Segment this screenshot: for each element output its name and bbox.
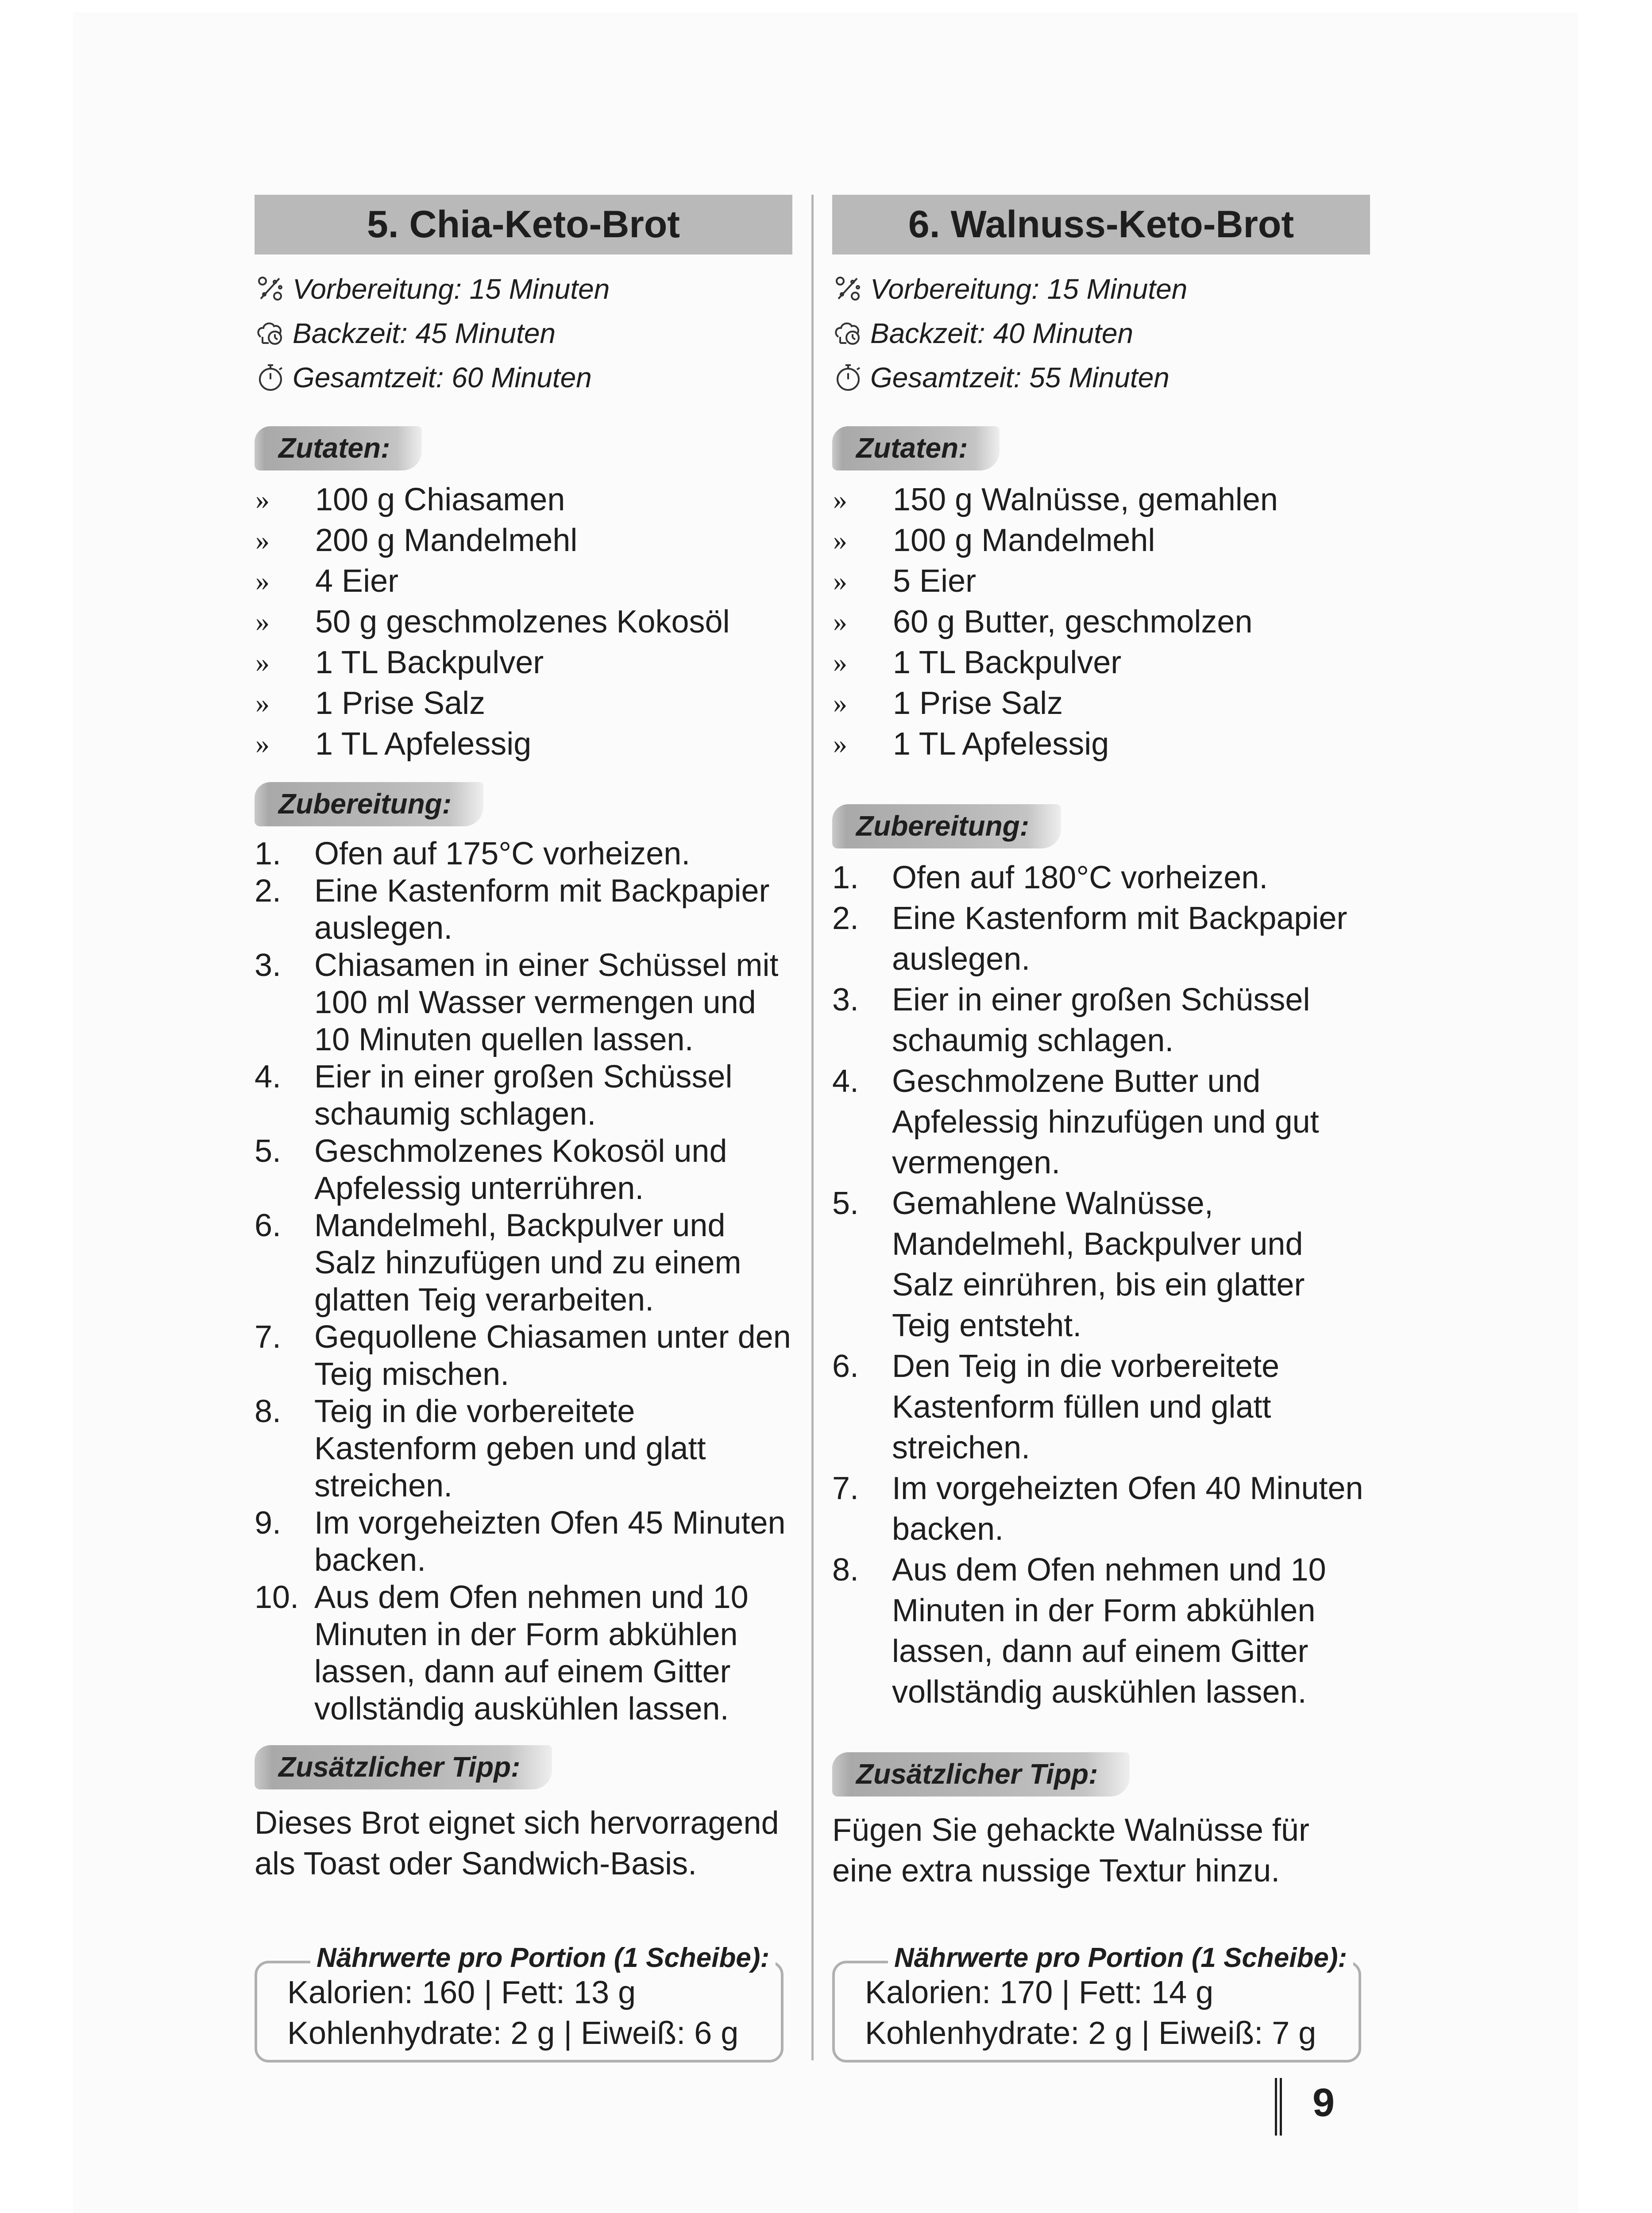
prep-time-row: [255, 267, 792, 311]
list-item: » 200 g Mandelmehl: [255, 523, 578, 558]
total-time-row: [255, 355, 792, 400]
prep-time: Vorbereitung: 15 Minuten: [293, 273, 610, 305]
list-item: » 1 TL Apfelessig: [833, 726, 1109, 762]
step-item: 8. Teig in die vorbereitete Kastenform geben und glatt streichen.: [255, 1394, 706, 1504]
nutrition-heading: Nährwerte pro Portion (1 Scheibe):: [888, 1942, 1353, 1974]
list-item: » 50 g geschmolzenes Kokosöl: [255, 604, 730, 640]
stopwatch-icon: [255, 362, 286, 393]
recipe-title: 5. Chia-Keto-Brot: [255, 195, 792, 254]
nutrition-line-1: Kalorien: 170 | Fett: 14 g: [865, 1975, 1214, 2010]
nutrition-box: [832, 1943, 1361, 2063]
bake-time-row: [832, 311, 1370, 355]
step-item: 5. Geschmolzenes Kokosöl und Apfelessig unterrühren.: [255, 1133, 727, 1206]
recipe-column-left: [255, 195, 792, 1884]
total-time: Gesamtzeit: 55 Minuten: [870, 362, 1170, 393]
bake-time-row: [255, 311, 792, 355]
nutrition-line-2: Kohlenhydrate: 2 g | Eiweiß: 7 g: [865, 2016, 1316, 2051]
list-item: » 100 g Chiasamen: [255, 482, 565, 517]
step-item: 6. Mandelmehl, Backpulver und Salz hinzufügen und zu einem glatten Teig verarbeiten.: [255, 1208, 741, 1318]
percent-scatter-icon: [832, 273, 864, 305]
step-item: 1. Ofen auf 180°C vorheizen.: [832, 860, 1268, 895]
step-item: 3. Chiasamen in einer Schüssel mit 100 ml Wasser vermengen und 10 Minuten quellen lassen.: [255, 948, 779, 1057]
chef-hat-clock-icon: [832, 317, 864, 349]
nutrition-box: [255, 1943, 784, 2063]
step-item: 2. Eine Kastenform mit Backpapier auslegen.: [832, 901, 1347, 977]
tip-text: Fügen Sie gehackte Walnüsse für eine extra nussige Textur hinzu.: [832, 1812, 1309, 1889]
bake-time: Backzeit: 40 Minuten: [870, 317, 1134, 349]
preparation-heading: Zubereitung:: [255, 782, 483, 826]
nutrition-line-2: Kohlenhydrate: 2 g | Eiweiß: 6 g: [287, 2016, 739, 2051]
list-item: » 1 TL Backpulver: [255, 645, 544, 680]
nutrition-line-1: Kalorien: 160 | Fett: 13 g: [287, 1975, 636, 2010]
percent-scatter-icon: [255, 273, 286, 305]
page-number-rule: [1275, 2078, 1282, 2136]
recipe-column-right: [832, 195, 1370, 1891]
prep-time-row: [832, 267, 1370, 311]
list-item: » 1 TL Backpulver: [833, 645, 1122, 680]
tip-heading: Zusätzlicher Tipp:: [832, 1752, 1130, 1797]
list-item: » 4 Eier: [255, 563, 399, 599]
preparation-steps: [255, 835, 792, 1727]
step-item: 7. Im vorgeheizten Ofen 40 Minuten backen.: [832, 1471, 1363, 1547]
stopwatch-icon: [832, 362, 864, 393]
preparation-steps: [832, 857, 1370, 1712]
bake-time: Backzeit: 45 Minuten: [293, 317, 556, 349]
step-item: 10. Aus dem Ofen nehmen und 10 Minuten in der Form abkühlen lassen, dann auf einem Gitter vollständig auskühlen lassen.: [255, 1580, 749, 1727]
tip-heading: Zusätzlicher Tipp:: [255, 1745, 552, 1789]
ingredients-list: [255, 479, 792, 764]
list-item: » 5 Eier: [833, 563, 977, 599]
list-item: » 1 TL Apfelessig: [255, 726, 532, 762]
ingredients-heading: Zutaten:: [255, 426, 422, 470]
list-item: » 1 Prise Salz: [833, 686, 1063, 721]
ingredients-heading: Zutaten:: [832, 426, 1000, 470]
step-item: 8. Aus dem Ofen nehmen und 10 Minuten in der Form abkühlen lassen, dann auf einem Gitter vollständig auskühlen lassen.: [832, 1552, 1326, 1710]
step-item: 1. Ofen auf 175°C vorheizen.: [255, 836, 691, 871]
chef-hat-clock-icon: [255, 317, 286, 349]
ingredients-list: [832, 479, 1370, 764]
step-item: 7. Gequollene Chiasamen unter den Teig mischen.: [255, 1319, 791, 1392]
total-time: Gesamtzeit: 60 Minuten: [293, 362, 592, 393]
prep-time: Vorbereitung: 15 Minuten: [870, 273, 1188, 305]
step-item: 4. Geschmolzene Butter und Apfelessig hinzufügen und gut vermengen.: [832, 1064, 1319, 1180]
page-number: 9: [1312, 2081, 1335, 2125]
step-item: 4. Eier in einer großen Schüssel schaumig schlagen.: [255, 1059, 733, 1132]
step-item: 9. Im vorgeheizten Ofen 45 Minuten backen.: [255, 1505, 786, 1578]
step-item: 5. Gemahlene Walnüsse, Mandelmehl, Backpulver und Salz einrühren, bis ein glatter Teig entsteht.: [832, 1186, 1305, 1343]
preparation-heading: Zubereitung:: [832, 804, 1061, 848]
total-time-row: [832, 355, 1370, 400]
step-item: 6. Den Teig in die vorbereitete Kastenform füllen und glatt streichen.: [832, 1349, 1280, 1465]
tip-text: Dieses Brot eignet sich hervorragend als Toast oder Sandwich-Basis.: [255, 1805, 779, 1881]
nutrition-heading: Nährwerte pro Portion (1 Scheibe):: [310, 1942, 776, 1974]
step-item: 2. Eine Kastenform mit Backpapier auslegen.: [255, 873, 770, 946]
list-item: » 100 g Mandelmehl: [833, 523, 1155, 558]
list-item: » 150 g Walnüsse, gemahlen: [833, 482, 1278, 517]
column-divider: [811, 195, 814, 2060]
list-item: » 60 g Butter, geschmolzen: [833, 604, 1253, 640]
recipe-title: 6. Walnuss-Keto-Brot: [832, 195, 1370, 254]
step-item: 3. Eier in einer großen Schüssel schaumig schlagen.: [832, 982, 1310, 1058]
list-item: » 1 Prise Salz: [255, 686, 486, 721]
